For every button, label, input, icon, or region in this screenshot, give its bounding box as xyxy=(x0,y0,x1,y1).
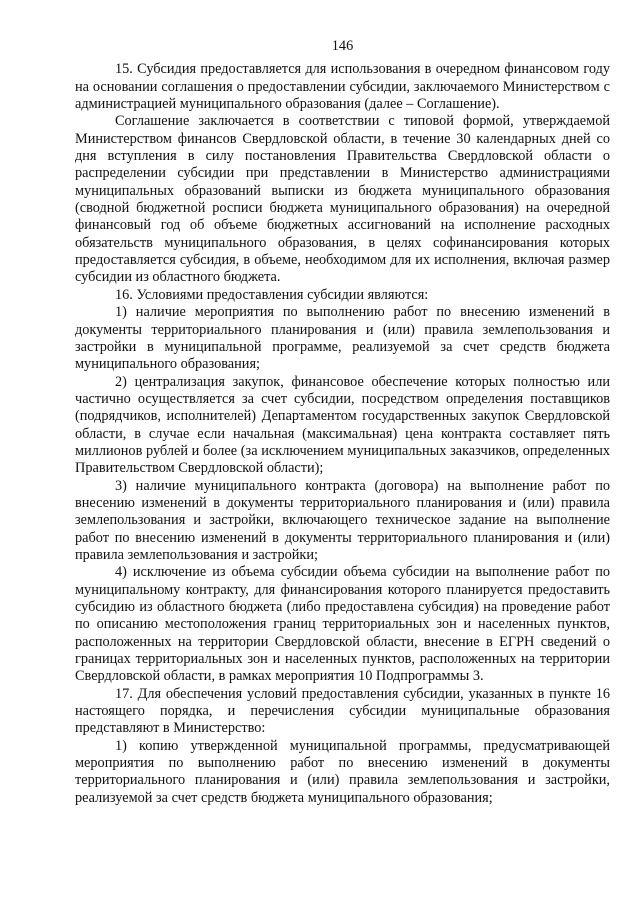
paragraph-17: 17. Для обеспечения условий предоставления субсидии, указанных в пункте 16 настоящего порядка, и перечисления субсидии муниципальные образования представляют в Министерство: xyxy=(75,685,610,737)
paragraph-agreement: Соглашение заключается в соответствии с типовой формой, утверждаемой Министерством финансов Свердловской области, в течение 30 календарных дней со дня вступления в силу постановления Правительства Свердловской области о распределении субсидии при представлении в Министерство администрациями муниципальных образований выписки из бюджета муниципального образования (сводной бюджетной росписи бюджета муниципального образования) на очередной финансовый год об объеме бюджетных ассигнований на исполнение расходных обязательств муниципального образования, в целях софинансирования которых предоставляется субсидия, в объеме, необходимом для их исполнения, включая размер субсидии из областного бюджета. xyxy=(75,113,610,286)
list-item-16-2: 2) централизация закупок, финансовое обеспечение которых полностью или частично осуществляется за счет субсидии, посредством определения поставщиков (подрядчиков, исполнителей) Департаментом государственных закупок Свердловской области, в случае если начальная (максимальная) цена контракта составляет пять миллионов рублей и более (за исключением муниципальных заказчиков, определенных Правительством Свердловской области); xyxy=(75,373,610,477)
paragraph-15: 15. Субсидия предоставляется для использования в очередном финансовом году на основании соглашения о предоставлении субсидии, заключаемого Министерством с администрацией муниципального образования (далее – Соглашение). xyxy=(75,61,610,113)
list-item-16-1: 1) наличие мероприятия по выполнению работ по внесению изменений в документы территориального планирования и (или) правила землепользования и застройки в муниципальной программе, реализуемой за счет средств бюджета муниципального образования; xyxy=(75,304,610,373)
list-item-16-3: 3) наличие муниципального контракта (договора) на выполнение работ по внесению изменений в документы территориального планирования и (или) правила землепользования и застройки, включающего техническое задание на выполнение работ по внесению изменений в документы территориального планирования и (или) правила землепользования и застройки; xyxy=(75,477,610,563)
paragraph-16: 16. Условиями предоставления субсидии являются: xyxy=(115,286,429,303)
document-page xyxy=(75,38,610,807)
list-item-17-1: 1) копию утвержденной муниципальной программы, предусматривающей мероприятия по выполнению работ по внесению изменений в документы территориального планирования и (или) правила землепользования и застройки, реализуемой за счет средств бюджета муниципального образования; xyxy=(75,737,610,806)
list-item-16-4: 4) исключение из объема субсидии объема субсидии на выполнение работ по муниципальному контракту, для финансирования которого планируется предоставить субсидию из областного бюджета (либо предоставлена субсидия) на проведение работ по описанию местоположения границ территориальных зон и населенных пунктов, расположенных на территории Свердловской области, внесение в ЕГРН сведений о границах территориальных зон и населенных пунктов, расположенных на территории Свердловской области, в рамках мероприятия 10 Подпрограммы 3. xyxy=(75,564,610,685)
page-number: 146 xyxy=(331,38,354,54)
